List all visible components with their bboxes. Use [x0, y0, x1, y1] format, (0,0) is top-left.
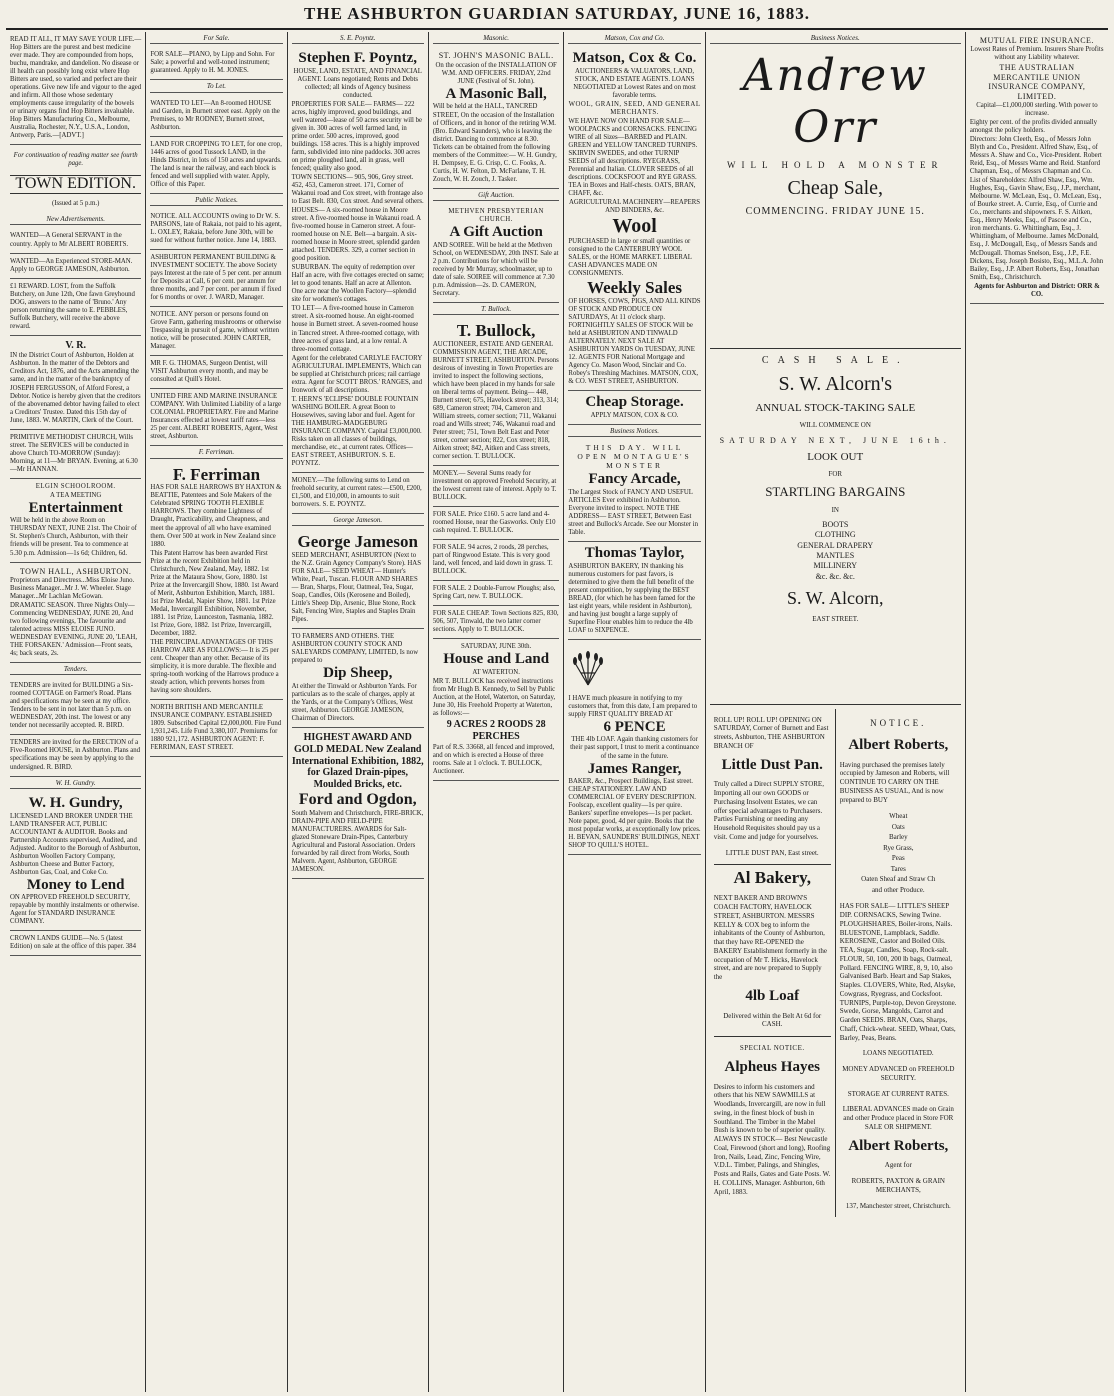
ad-ranger: I HAVE much pleasure in notifying to my customers that, from this date, I am prepared to supply FIRST QUALITY BREAD AT 6 PENCE THE 4lb LOAF. Again thanking customers for their past support, I trust to merit a continuance of the same in the future. James Ranger, BAKER, &c., Prospect Buildings, East street. CHEAP STATIONERY. LAW AND COMMERCIAL OF EVERY DESCRIPTION. Foolscap, excellent quality—1s per quire. Bankers' superfine envelopes—1s per packet. Note paper, good, 4d per quire. Books that the most popular works, at exceptionally low prices. H. BEVAN, SAUNDERS' BUILDINGS, NEXT SHOP TO QUILL'S HOTEL.: [568, 640, 700, 856]
masthead: [6, 0, 1108, 30]
public-notices-head: Public Notices.: [150, 196, 282, 206]
ad-building-society: ASHBURTON PERMANENT BUILDING & INVESTMENT SOCIETY. The above Society pays Interest at the rate of 5 per cent. per annum for Deposits at Call, 6 per cent. per annum for three months, and 7 per cent. per annum if fixed for 6 months or over. J. WARD, Manager.: [150, 250, 282, 307]
col6-lower: [710, 709, 961, 1218]
ad-alcorn-sale: CASH SALE. S. W. Alcorn's ANNUAL STOCK-TAKING SALE WILL COMMENCE ON SATURDAY NEXT, JUNE 16th. LOOK OUT FOR STARTLING BARGAINS IN BOOTS CLOTHING GENERAL DRAPERY MANTLES MILLINERY &c. &c. &c. S. W. Alcorn, EAST STREET.: [710, 355, 961, 624]
ad-north-british: NORTH BRITISH AND MERCANTILE INSURANCE COMPANY. ESTABLISHED 1809. Subscribed Capital £2,000,000. Fire Fund 1,931,245. Life Fund 3,380,107. Premiums for 1880 921,172. ASHBURTON AGENT: F. FERRIMAN, EAST STREET.: [150, 700, 282, 757]
rule-2: [710, 704, 961, 705]
gift-head: Gift Auction.: [433, 191, 560, 201]
ad-town-hall: TOWN HALL, ASHBURTON. Proprietors and Directress...Miss Eloise Juno. Business Manager...Mr J. W. Wheeler. Stage Manager...Mr Lachlan McGowan. DRAMATIC SEASON. Three Nights Only—Commencing WEDNESDAY, JUNE 20, And two following evenings, The favourite and talented actress MISS ELOISE JUNO. WEDNESDAY EVENING, JUNE 20, 'LEAH, THE FORSAKEN.' Admission—Front seats, 4s; back seats, 2s.: [10, 563, 141, 664]
continuation-note: For continuation of reading matter see fourth page.: [13, 152, 138, 168]
masthead-title: THE ASHBURTON GUARDIAN SATURDAY, JUNE 16, 1883.: [304, 4, 810, 23]
column-3: [288, 32, 429, 1392]
ad-bullock: T. Bullock, AUCTIONEER, ESTATE AND GENERAL COMMISSION AGENT, THE ARCADE, BURNETT STREET, ASHBURTON. Persons desirous of investing in Town Properties are invited to inspect the following sections, which have been placed in my hands for sale on liberal terms of payment. Being— 448, Burnett street; 675, Havelock street; 313, 314; 689, Cameron street; 704, Cameron and William streets, corner section; 711, Wakanui road and Wills street; 746, Wakanui road and Peter street; 751, Town Belt East and Peter street, corner section; 822, Cox street; 818, Aitken street; 842, Aitken and Cass streets, corner section. T. BULLOCK.: [433, 318, 560, 466]
goods-list: BOOTS CLOTHING GENERAL DRAPERY MANTLES MILLINERY &c. &c. &c.: [797, 519, 874, 581]
ad-cropping: LAND FOR CROPPING TO LET, for one crop, 1446 acres of good Tussock LAND, in the Hinds District, in lots of 150 acres and upwards. The land is near the railway, and each block is fenced and well supplied with water. Apply, Office of this Paper.: [150, 137, 282, 194]
ad-tenders-1: TENDERS are invited for BUILDING a Six-roomed COTTAGE on Farmer's Road. Plans and specifications may be seen at my office. Tenders to be sent in not later than 5 p.m. on WEDNESDAY, 20th inst. The lowest or any tender not necessarily accepted. R. BIRD.: [10, 678, 141, 735]
ad-dip-sheep: TO FARMERS AND OTHERS. THE ASHBURTON COUNTY STOCK AND SALEYARDS COMPANY, LIMITED, Is now prepared to Dip Sheep, At either the Tinwald or Ashburton Yards. For particulars as to the scale of charges, apply at the Yards, or at the Company's Offices, West street, Ashburton. GEORGE JAMESON, Chairman of Directors.: [292, 629, 424, 728]
ad-wanted-let: WANTED TO LET—An 8-roomed HOUSE and Garden, in Burnett street east. Apply on the Premises, to Mr RODNEY, Burnett street, Ashburton.: [150, 96, 282, 137]
column-4: [429, 32, 565, 1392]
ad-ferriman: F. Ferriman HAS FOR SALE HARROWS BY HAXTON & BEATTIE, Patentees and Sole Makers of the Celebrated SPRING TOOTH FLEXIBLE HARROWS. They combine Lightness of Draught, Practicability, and Cheapness, and meet the approval of all who have examined them. Over 500 at work in New Zealand since 1880. This Patent Harrow has been awarded First Prize at the recent Exhibition held in Christchurch, New Zealand, May, 1882. 1st Prize at the Mataura Show, Gore, 1880. 1st Prize at the Invercargill Show, 1880. 1st Award of Merit, Ashburton Exhibition, March, 1881. 1st Prize Medal, Napier Show, 1881. 1st Prize Medal, Invercargill Exhibition, November, 1881. 1st Prize, Launceston, Tasmania, 1882. 1st Prize, Gore, 1882. 1st Prize, Invercargill, December, 1882. THE PRINCIPAL ADVANTAGES OF THIS HARROW ARE AS FOLLOWS:— It is 25 per cent. Cheaper than any other. Because of its simplicity, it is more durable. The flexible and spring-tooth working of the Harrows produce a steady action, which prevents horses from having sore shoulders.: [150, 462, 282, 700]
matson-head: Matson, Cox and Co.: [568, 34, 700, 44]
ad-gift-auction: METHVEN PRESBYTERIAN CHURCH. A Gift Auction AND SOIREE. Will be held at the Methven School, on WEDNESDAY, 20th INST. Sale at 2 p.m. Contributions for which will be received by Mr Murray, schoolmaster, up to date of sale. SOIREE will commence at 7.30 p.m. Admission—2s. D. CAMERON, Secretary.: [433, 204, 560, 303]
new-adv-head: New Advertisements.: [10, 215, 141, 225]
ad-for-sale-3: FOR SALE. 2 Double-Furrow Ploughs; also, Spring Cart, new. T. BULLOCK.: [433, 581, 560, 606]
ad-gundry: W. H. Gundry, LICENSED LAND BROKER UNDER THE LAND TRANSFER ACT, PUBLIC ACCOUNTANT & AUDITOR. Books and Partnership Accounts supervised, Audited, and Adjusted. Auditor to the Borough of Ashburton, Ashburton Woollen Factory Company, Ashburton Cheese and Butter Factory, Ashburton Gas, Coal, and Coke Co. Money to Lend ON APPROVED FREEHOLD SECURITY, repayable by monthly instalments or otherwise. Agent for STANDARD INSURANCE COMPANY.: [10, 792, 141, 932]
ad-matson: Matson, Cox & Co. AUCTIONEERS & VALUATORS, LAND, STOCK, AND ESTATE AGENTS. LOANS NEGOTIATED at Lowest Rates and on most favorable terms. WOOL, GRAIN, SEED, AND GENERAL MERCHANTS. WE HAVE NOW ON HAND FOR SALE— WOOLPACKS and CORNSACKS. FENCING WIRE of all Sizes—BARBED and PLAIN. GREEN and YELLOW TANCRED TURNIPS. SKIRVIN SWEDES, and other TURNIP SEEDS of all descriptions. RYEGRASS, Perennial and Italian. CLOVER SEEDS of all descriptions. COCKSFOOT and RYE GRASS. TEA in Boxes and Half-chests. OATS, BRAN, CHAFF, &c. AGRICULTURAL MACHINERY—REAPERS AND BINDERS, &c. Wool PURCHASED in large or small quantities or consigned to the CANTERBURY WOOL SALES, or the HOME MARKET. LIBERAL CASH ADVANCES MADE ON CONSIGNMENTS. Weekly Sales OF HORSES, COWS, PIGS, AND ALL KINDS OF STOCK AND PRODUCE ON SATURDAYS, At 11 o'clock sharp. FORTNIGHTLY SALES OF STOCK Will be held at ASHBURTON AND TINWALD ALTERNATELY. NEXT SALE AT ASHBURTON YARDS On TUESDAY, JUNE 12. AGENTS FOR National Mortgage and Agency Co. Mason Wood, Sinclair and Co. Robey's Threshing Machines. MATSON, COX, & CO. WEST STREET, ASHBURTON.: [568, 47, 700, 391]
hop-bitters-ad: READ IT ALL, IT MAY SAVE YOUR LIFE.—Hop Bitters are the purest and best medicine ever made. They are compounded from hops, buchu, mandrake, and dandelion. No disease or ill health can possibly long exist where Hop Bitters are used, so varied and perfect are their operations. Give new life and vigour to the aged and infirm. All those whose sedentary employments cause irregularity of the bowels or urinary organs find Hop Bitters invaluable. Hop Bitters Manufacturing Co., Melbourne, Australia, Rochester, N.Y., U.S.A., London, Antwerp, Paris.—[ADVT.]: [10, 32, 141, 145]
ad-crown-lands: CROWN LANDS GUIDE—No. 5 (latest Edition) on sale at the office of this paper. 384: [10, 931, 141, 956]
ad-poyntz-money: MONEY.—The following sums to Lend on freehold security, at current rates:—£500, £200, £1,500, and £10,000, in amounts to suit borrowers. S. E. POYNTZ.: [292, 473, 424, 514]
ad-masonic-ball: ST. JOHN'S MASONIC BALL. On the occasion of the INSTALLATION OF W.M. AND OFFICERS. FRIDAY, 22nd JUNE (Festival of St. John). A Masonic Ball, Will be held at the HALL, TANCRED STREET, On the occasion of the Installation of Officers, and in honor of the retiring W.M. (Bro. Edward Saunders), who is leaving the district. Dancing to commence at 8.30. Tickets can be obtained from the following members of the Committee:— W. H. Gundry, H. Dempsey, E. G. Crisp, C. C. Fooks, A. Curtis, H. W. Felton, D. McFarlane, T. H. Zouch, W. H. Zouch, J. Tasker.: [433, 47, 560, 188]
ad-jameson: George Jameson SEED MERCHANT, ASHBURTON (Next to the N.Z. Grain Agency Company's Store). HAS FOR SALE— SEED WHEAT— Hunter's White, Pearl, Tuscan. FLOUR AND SHARES— Bran, Sharps, Flour, Oatmeal, Tea, Sugar, Soap, Candles, Oils (Kerosene and Boiled), Little's Sheep Dip, Arsenic, Blue Stone, Rock Salt, Fencing Wire, Staples and Staples Drain Pipes.: [292, 529, 424, 629]
newspaper-columns: [6, 32, 1108, 1392]
column-2: [146, 32, 287, 1392]
ad-fancy-arcade: THIS DAY. WILL OPEN MONTAGUE'S MONSTER Fancy Arcade, The Largest Stock of FANCY AND USEFUL ARTICLES Ever exhibited in Ashburton. Everyone invited to inspect. NOTE THE ADDRESS— EAST STREET, Between East street and Bullock's Arcade. See our Monster in Table.: [568, 440, 700, 541]
rule: [710, 348, 961, 349]
ferriman-head: F. Ferriman.: [150, 448, 282, 458]
ad-for-sale-1: FOR SALE. Price £160. 5 acre land and 4-roomed House, near the Gasworks. Only £10 cash required. T. BULLOCK.: [433, 507, 560, 540]
ad-piano: FOR SALE—PIANO, by Lipp and Sohn. For Sale; a powerful and well-toned instrument; guaranteed. Apply to H. M. JONES.: [150, 47, 282, 80]
col6-lower-left: ROLL UP! ROLL UP! OPENING ON SATURDAY, Corner of Burnett and East streets, Ashburton, THE ASHBURTON BRANCH OF Little Dust Pan. Truly called a Direct SUPPLY STORE, Importing all our own GOODS or Purchasing Insolvent Estates, we can offer special advantages to Purchasers. Parties Furnishing or needing any Household Requisites should pay us a visit. Come and judge for yourselves. LITTLE DUST PAN, East street. Al Bakery, NEXT BAKER AND BROWN'S COACH FACTORY, HAVELOCK STREET, ASHBURTON. MESSRS KELLY & COX beg to inform the inhabitants of the County of Ashburton, that they have RE-OPENED the BAKERY Establishment formerly in the occupation of Mr T. Hicks, Havelock street, and are now prepared to Supply the 4lb Loaf Delivered within the Belt At 6d for CASH. SPECIAL NOTICE. Alpheus Hayes Desires to inform his customers and others that his NEW SAWMILLS at Woodlands, Invercargill, are now in full swing, in the finest block of bush in Southland. The Timber in the Mabel Bush is known to be of superior quality. ALWAYS IN STOCK— Best Newcastle Coal, Firewood (short and long), Roofing Iron, Nails, Lead, Zinc, Fencing Wire, V.D.L. Timber, Palings, and Shingles, Posts and Rails, Gates and Gate Posts. W. H. COLLINS, Manager. Ashburton, 6th April, 1883.: [710, 709, 836, 1218]
ad-wanted-shopman: WANTED—An Experienced STORE-MAN. Apply to GEORGE JAMESON, Ashburton.: [10, 254, 141, 279]
ad-storage: Cheap Storage. APPLY MATSON, COX & CO.: [568, 391, 700, 425]
ad-reward: £1 REWARD. LOST, from the Suffolk Butchery, on June 12th, One fawn Greyhound DOG, answers to the name of 'Bruno.' Any person returning the same to E. PEBBLES, Suffolk Butchery, will receive the above reward.: [10, 279, 141, 336]
ad-andrew-orr: Andrew Orr WILL HOLD A MONSTER Cheap Sale, COMMENCING. FRIDAY JUNE 15.: [710, 50, 961, 218]
tenders-head: Tenders.: [10, 665, 141, 675]
for-sale-head: For Sale.: [150, 34, 282, 44]
ad-waterton: SATURDAY, JUNE 30th. House and Land AT WATERTON. MR T. BULLOCK has received instructions from Mr Hugh B. Kennedy, to Sell by Public Auction, at the Hotel, Waterton, on Saturday, June 30, His Freehold Property at Waterton, as follows:— 9 ACRES 2 ROODS 28 PERCHES Part of R.S. 33668, all fenced and improved, and on which is erected a House of three rooms. Sale at 1 o'clock. T. BULLOCK, Auctioneer.: [433, 639, 560, 781]
ad-district-court: V. R. IN the District Court of Ashburton, Holden at Ashburton. In the matter of the Debtors and Creditors Act, 1876, and the Acts amending the same, and in the matter of the bankruptcy of JOSEPH FERGUSSON, of Alford Forest, a Debtor. Notice is hereby given that the creditors of the abovenamed debtor having failed to elect a Creditors' Trustee. Dated this 15th day of June, 1883. W. MARTIN, Clerk of the Court.: [10, 336, 141, 430]
ad-taylor: Thomas Taylor, ASHBURTON BAKERY, IN thanking his numerous customers for past favors, is determined to give them the full benefit of the present competition, by supplying the BEST BREAD, (for which he has been famed for the last eight years, while resident in Ashburton), and having just bought a large supply of Superfine Flour enables him to reduce the 4lb LOAF to SIXPENCE.: [568, 542, 700, 640]
jameson-head: George Jameson.: [292, 516, 424, 526]
col6-lower-right: NOTICE. Albert Roberts, Having purchased the premises lately occupied by Jameson and Roberts, will CONTINUE TO CARRY ON THE BUSINESS AS USUAL, And is now prepared to BUY Wheat Oats Barley Rye Grass, Peas Tares Oaten Sheaf and Straw Ch and other Produce. HAS FOR SALE— LITTLE'S SHEEP DIP. CORNSACKS, Sewing Twine. PLOUGHSHARES, Boiler-irons, Nails. BLUESTONE, Lampblack, Saddle. KEROSENE, Castor and Boiled Oils. TEA, Sugar, Candles, Soap, Rock-salt. FLOUR, 50, 100, 200 lb bags, Oatmeal, Pollard. FENCING WIRE, 8, 9, 10, also Galvanised Barb. Heart and Sap Stakes, Staples. CLOVERS, White, Red, Alsyke, Cowgrass, Ryegrass, and Cocksfoot. TURNIPS, Purple-top, Devon Greystone. Swede, Gorse, Mangolds, Carrot and Garden SEEDS. BRAN, Oats, Sharps, Chaff, Chick-wheat. SEED, Wheat, Oats, Barley, Peas, Beans. LOANS NEGOTIATED. MONEY ADVANCED on FREEHOLD SECURITY. STORAGE AT CURRENT RATES. LIBERAL ADVANCES made on Grain and other Produce placed in Store FOR SALE OR SHIPMENT. Albert Roberts, Agent for ROBERTS, PAXTON & GRAIN MERCHANTS, 137, Manchester street, Christchurch.: [839, 717, 957, 1210]
ad-for-sale-2: FOR SALE. 94 acres, 2 roods, 28 perches, part of Ringwood Estate. This is very good land, well fenced, and laid down in grass. T. BULLOCK.: [433, 540, 560, 581]
column-1: [6, 32, 146, 1392]
gundry-head: W. H. Gundry.: [10, 779, 141, 789]
ad-bullock-money: MONEY.— Several Sums ready for investment on approved Freehold Security, at the lowest current rate of interest. Apply to T. BULLOCK.: [433, 466, 560, 507]
ad-wanted-servant: WANTED—A General SERVANT in the country. Apply to Mr ALBERT ROBERTS.: [10, 228, 141, 253]
column-5: [564, 32, 705, 1392]
ad-methodist: PRIMITIVE METHODIST CHURCH, Wills street. The SERVICES will be conducted in above Church TO-MORROW (Sunday): Morning, at 11—Mr BRYAN. Evening, at 6.30—Mr HANNAN.: [10, 430, 141, 479]
ad-poyntz: Stephen F. Poyntz, HOUSE, LAND, ESTATE, AND FINANCIAL AGENT. Loans negotiated; Rents and Debts collected; all kinds of Agency business conducted. PROPERTIES FOR SALE— FARMS— 222 acres, highly improved, good buildings, and well watered—lease of 50 acres security will be given in. 300 acres of well farmed land, in prime order. 500 acres, improved, good buildings. 158 acres. This is a highly improved farm, subdivided into nine paddocks. 300 acres on prime ploughed land, all in grass, well fenced; quality also good. TOWN SECTIONS— 905, 906, Grey street. 452, 453, Cameron street. 171, Corner of Wakanui road and Cox street, with frontage also to East Belt. 830, Cox street. And several others. HOUSES— A six-roomed house in Moore street. A five-roomed house in Wakanui road. A five-roomed house in Cameron street. A four-roomed house on N.E. Belt—a bargain. A six-roomed house in Moore street, splendid garden attached. TENDERS. 329, a corner section in good position. SUBURBAN. The equity of redemption over Half an acre, with five cottages erected on same; let to good tenants. Half an acre at Allenton. One acre near the Woollen Factory—splendid site for workmen's cottages. TO LET— A five-roomed house in Cameron street. A six-roomed house. An eight-roomed house in Burnett street. A seven-roomed house in Tancred street. A three-roomed cottage, with three acres of grass land, at a low rental. A three-roomed cottage. Agent for the celebrated CARLYLE FACTORY AGRICULTURAL IMPLEMENTS, Which can be supplied at Christchurch prices; rail carriage extra. Agent for SCOTT BROS.' RANGES, and Ironwork of all descriptions. T. HERN'S 'ECLIPSE' DOUBLE FOUNTAIN WASHING BOILER. A great Boon to Housewives, saving labor and fuel. Agent for THE HAMBURG-MADGEBURG INSURANCE COMPANY. Capital £3,000,000. Risks taken on all classes of buildings, merchandise, etc., at current rates. Offices— EAST STREET, ASHBURTON. S. E. POYNTZ.: [292, 47, 424, 473]
ad-notice-parsons: NOTICE. ALL ACCOUNTS owing to Dr W. S. PARSONS, late of Rakaia, not paid to his agent, L. OXLEY, Rakaia, before June 30th, will be sued for without further notice. June 14, 1883.: [150, 209, 282, 250]
ad-united-fire: UNITED FIRE AND MARINE INSURANCE COMPANY. With Unlimited Liability of a large COLONIAL PROPRIETARY. Fire and Marine Insurances effected at lowest tariff rates—less 25 per cent. ALBERT ROBERTS, Agent, West street, Ashburton.: [150, 389, 282, 446]
bullock-head: T. Bullock.: [433, 305, 560, 315]
rule-3: [714, 864, 831, 865]
wheat-sheaf-icon: [568, 647, 608, 687]
to-let-head: To Let.: [150, 82, 282, 92]
town-edition-sub: (Issued at 5 p.m.): [51, 200, 100, 208]
ad-tenders-2: TENDERS are invited for the ERECTION of a Five-Roomed HOUSE, in Ashburton. Plans and specifications may be seen by applying to the undersigned. R. BIRD.: [10, 735, 141, 776]
business-head-6: Business Notices.: [710, 34, 961, 44]
column-7: [966, 32, 1108, 1392]
column-6-wide: [706, 32, 966, 1392]
produce-list: Wheat Oats Barley Rye Grass, Peas Tares Oaten Sheaf and Straw Ch and other Produce.: [861, 812, 936, 894]
andrew-orr-signature: Andrew Orr: [742, 50, 928, 154]
rule-4: [714, 1036, 831, 1037]
ad-thomas-dentist: MR F. G. THOMAS, Surgeon Dentist, will VISIT Ashburton every month, and may be consulted at Quill's Hotel.: [150, 356, 282, 389]
ad-notice-trespass: NOTICE. ANY person or persons found on Grove Farm, gathering mushrooms or otherwise Trespassing in pursuit of game, without written notice, will be prosecuted. JOHN CARTER, Manager.: [150, 307, 282, 356]
ad-elgin: ELGIN SCHOOLROOM. A TEA MEETING Entertainment Will be held in the above Room on THURSDAY NEXT, JUNE 21st. The Choir of St. Stephen's Church, Ashburton, with their friends will be present. Tea to commence at 5.30 p.m. Admission—1s 6d; Children, 6d.: [10, 479, 141, 563]
poyntz-head: S. E. Poyntz.: [292, 34, 424, 44]
ad-for-sale-cheap: FOR SALE CHEAP. Town Sections 825, 830, 506, 507, Tinwald, the two latter corner sections. Apply to T. BULLOCK.: [433, 606, 560, 639]
masonic-head: Masonic.: [433, 34, 560, 44]
business-head-5: Business Notices.: [568, 427, 700, 437]
ad-ford-ogdon: HIGHEST AWARD AND GOLD MEDAL New Zealand International Exhibition, 1882, for Glazed Drain-pipes, Moulded Bricks, etc. Ford and Ogdon, South Malvern and Christchurch, FIRE-BRICK, DRAIN-PIPE AND FIELD-PIPE MANUFACTURERS. AWARDS for Salt-glazed Stoneware Drain-Pipes, Canterbury Agricultural and Pastoral Association. Orders forwarded by rail direct from Works, South Malvern. Agent, Ashburton, GEORGE JAMESON.: [292, 728, 424, 879]
town-edition-heading: TOWN EDITION.: [10, 175, 141, 194]
ad-mutual-fire: MUTUAL FIRE INSURANCE. Lowest Rates of Premium. Insurers Share Profits without any Liability whatever. THE AUSTRALIAN MERCANTILE UNION INSURANCE COMPANY, LIMITED. Capital—£1,000,000 sterling. With power to increase. Eighty per cent. of the profits divided annually amongst the policy holders. Directors: John Cleeth, Esq., of Messrs John Blyth and Co., President. Alfred Shaw, Esq., of Messrs A. Shaw and Co., Vice-President. Robert Reid, Esq., of Messrs Warne and Reid. Stanford Chapman, Esq., of Messrs Chapman and Co. List of Shareholders: Alfred Shaw, Esq., Wm. Hughes, Esq., Gavin Shaw, Esq., J.P., merchant, Melbourne. W. McLean, Esq., O. McLean, Esq., of Bourke street. A. Currie, Esq., of Currie and Co., merchants and shipowners. F. S. Aitken, Esq., Henry Meeks, Esq., of Pascoe and Co., iron merchants. G. Whittingham, Esq., J. Whittingham, of Melbourne. James McDonald, Esq., J. McDougall, Esq., of Messrs Sands and McDougall. Thomas Snelson, Esq., J.P., F.E. Dickens, Esq. Joseph Bosisto, Esq., M.L.A. John Bailey, Esq., J.P. Albert Roberts, Esq., Jonathan Smith, Esq., Christchurch. Agents for Ashburton and District: ORR & CO.: [970, 32, 1104, 304]
